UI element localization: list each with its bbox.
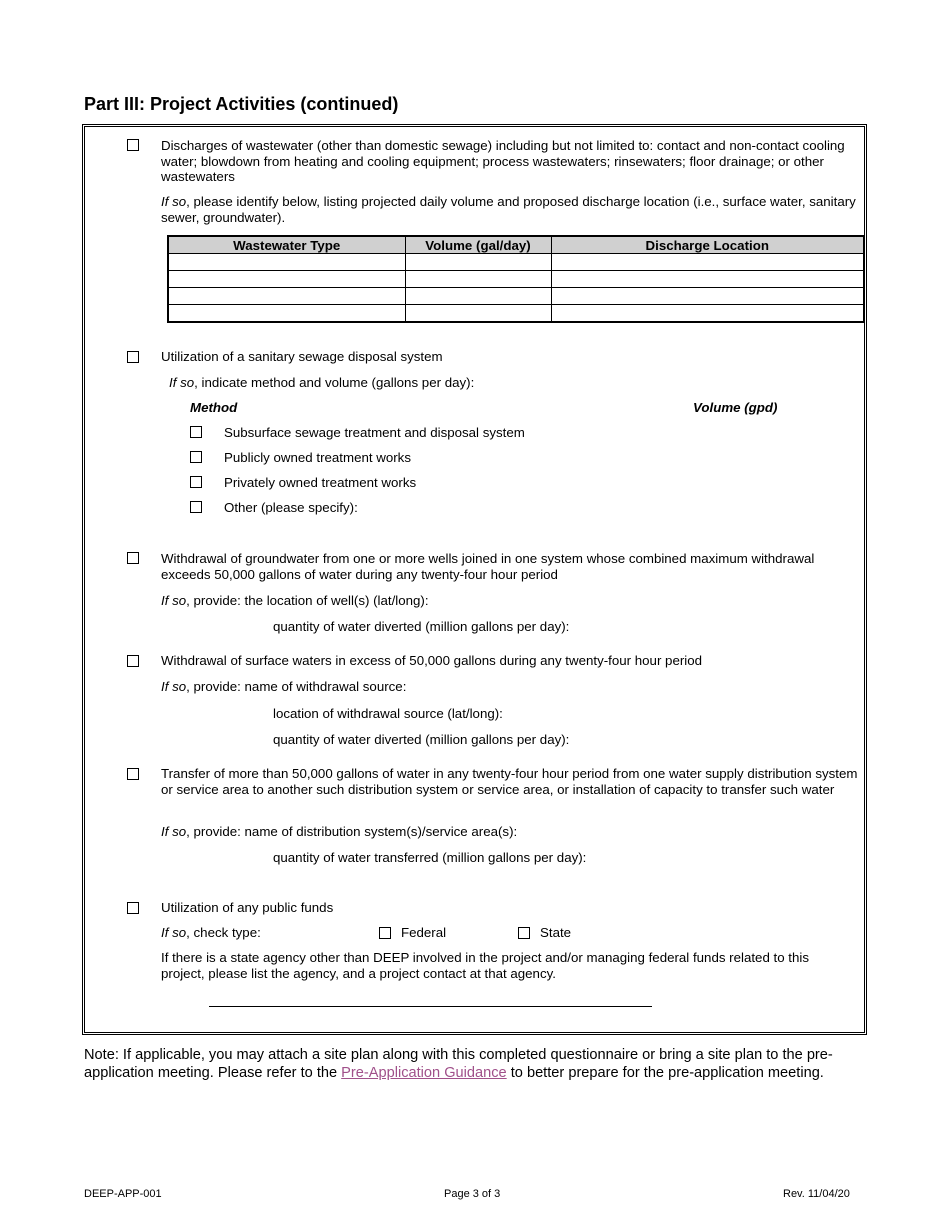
groundwater-label: Withdrawal of groundwater from one or more wells joined in one system whose combined maximum withdrawal exceeds 50,000 gallons of water during any twenty-four hour period [161,551,815,582]
federal-label: Federal [401,925,447,940]
funds-checkbox[interactable] [127,902,139,914]
surface-checkbox[interactable] [127,655,139,667]
note-text-pre: Note: If applicable, you may attach a site plan along with this completed questionnaire or bring a site plan to the pre-application meeting. Please refer to the [84,1047,833,1081]
federal-checkbox[interactable] [379,927,391,939]
header-volume: Volume (gal/day) [405,236,551,254]
method-option-label: Privately owned treatment works [224,475,417,490]
table-cell[interactable] [168,305,405,323]
funds-label: Utilization of any public funds [161,900,334,915]
transfer-quantity: quantity of water transferred (million gallons per day): [273,850,587,865]
sanitary-instruction-text: , indicate method and volume (gallons per day): [194,375,475,390]
groundwater-checkbox[interactable] [127,552,139,564]
header-discharge-location: Discharge Location [551,236,864,254]
discharge-instruction-text: , please identify below, listing projected daily volume and proposed discharge location (i.e., surface water, sanitary sewer, groundwater). [161,194,856,225]
method-header: Method [190,400,238,415]
table-row [168,254,864,271]
agency-input-line[interactable] [209,1006,652,1007]
method-option-label: Publicly owned treatment works [224,450,411,465]
footer-form-id: DEEP-APP-001 [84,1188,162,1200]
table-cell[interactable] [405,305,551,323]
ifso-text: If so [161,593,187,608]
footer-page-number: Page 3 of 3 [444,1188,501,1200]
discharge-checkbox[interactable] [127,139,139,151]
wastewater-table [167,235,865,323]
table-cell[interactable] [551,271,864,288]
page-title: Part III: Project Activities (continued) [84,94,399,114]
note-paragraph [84,1046,859,1082]
table-header-row [168,236,864,254]
transfer-label: Transfer of more than 50,000 gallons of water in any twenty-four hour period from one water supply distribution system or service area to another such distribution system or service area, or installation of capacity to transfer such water [161,766,858,797]
surface-quantity: quantity of water diverted (million gallons per day): [273,732,570,747]
table-cell[interactable] [551,305,864,323]
table-row [168,288,864,305]
table-row [168,271,864,288]
ifso-text: If so [161,194,187,209]
discharge-label: Discharges of wastewater (other than domestic sewage) including but not limited to: contact and non-contact cooling water; blowdown from heating and cooling equipment; process wastewaters; rinsewaters; floor drainage; or other wastewaters [161,138,845,184]
sanitary-checkbox[interactable] [127,351,139,363]
table-cell[interactable] [168,271,405,288]
sanitary-label: Utilization of a sanitary sewage disposal system [161,349,443,364]
table-cell[interactable] [405,288,551,305]
method-option-checkbox[interactable] [190,501,202,513]
ifso-text: If so [161,679,187,694]
method-option-checkbox[interactable] [190,426,202,438]
ifso-text: If so [161,824,187,839]
state-checkbox[interactable] [518,927,530,939]
groundwater-quantity: quantity of water diverted (million gallons per day): [273,619,570,634]
transfer-provide-text: , provide: name of distribution system(s)/service area(s): [186,824,518,839]
transfer-provide [161,824,517,840]
ifso-text: If so [169,375,195,390]
method-option-label: Other (please specify): [224,500,358,515]
footer-revision: Rev. 11/04/20 [783,1188,850,1200]
method-option-checkbox[interactable] [190,476,202,488]
groundwater-provide-text: , provide: the location of well(s) (lat/long): [186,593,429,608]
funds-check-type [161,925,261,941]
table-cell[interactable] [168,254,405,271]
state-label: State [540,925,572,940]
table-cell[interactable] [405,254,551,271]
groundwater-provide [161,593,429,609]
table-cell[interactable] [551,254,864,271]
transfer-checkbox[interactable] [127,768,139,780]
pre-application-guidance-link[interactable]: Pre-Application Guidance [341,1065,507,1081]
sanitary-instruction [169,375,474,391]
ifso-text: If so [161,925,187,940]
volume-header: Volume (gpd) [693,400,778,415]
header-wastewater-type: Wastewater Type [168,236,405,254]
surface-label: Withdrawal of surface waters in excess of 50,000 gallons during any twenty-four hour period [161,653,703,668]
method-option-checkbox[interactable] [190,451,202,463]
table-row [168,305,864,323]
surface-provide-text: , provide: name of withdrawal source: [186,679,407,694]
agency-instruction: If there is a state agency other than DEEP involved in the project and/or managing federal funds related to this project, please list the agency, and a project contact at that agency. [161,950,810,981]
table-cell[interactable] [551,288,864,305]
surface-provide [161,679,406,695]
funds-check-text: , check type: [186,925,261,940]
discharge-instruction [161,194,861,225]
surface-location: location of withdrawal source (lat/long): [273,706,503,721]
method-option-label: Subsurface sewage treatment and disposal system [224,425,525,440]
table-cell[interactable] [405,271,551,288]
table-cell[interactable] [168,288,405,305]
note-text-post: to better prepare for the pre-application meeting. [506,1065,824,1081]
